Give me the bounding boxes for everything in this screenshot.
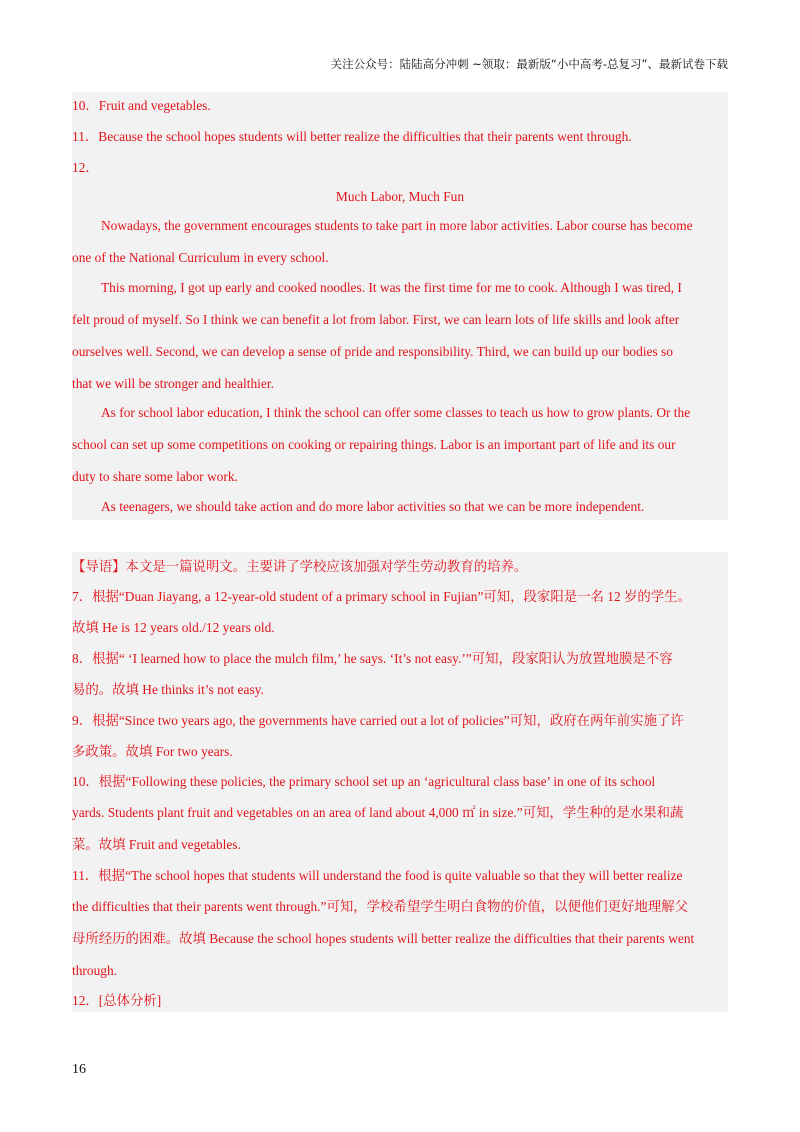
essay-line: As teenagers, we should take action and do more labor activities so that we can be more independent. bbox=[101, 499, 645, 514]
analysis-block bbox=[72, 552, 728, 1012]
essay-line: school can set up some competitions on cooking or repairing things. Labor is an important part of life and its our bbox=[72, 437, 676, 452]
essay-line: duty to share some labor work. bbox=[72, 469, 238, 484]
analysis-line: 多政策。故填 For two years. bbox=[72, 744, 233, 759]
answer-12-label: 12． bbox=[72, 160, 99, 175]
analysis-line: yards. Students plant fruit and vegetables on an area of land about 4,000 ㎡ in size.”可知，学生种的是水果和蔬 bbox=[72, 805, 684, 820]
page-number: 16 bbox=[72, 1062, 86, 1077]
analysis-line: 菜。故填 Fruit and vegetables. bbox=[72, 837, 241, 852]
answer-block bbox=[72, 92, 728, 520]
analysis-line: 11．根据“The school hopes that students will understand the food is quite valuable so that they will better realize bbox=[72, 868, 683, 883]
analysis-line: the difficulties that their parents went through.”可知，学校希望学生明白食物的价值，以便他们更好地理解父 bbox=[72, 899, 689, 914]
essay-line: Nowadays, the government encourages students to take part in more labor activities. Labor course has become bbox=[101, 218, 693, 233]
analysis-line: 易的。故填 He thinks it’s not easy. bbox=[72, 682, 264, 697]
analysis-line: 10．根据“Following these policies, the primary school set up an ‘agricultural class base’ in one of its school bbox=[72, 774, 656, 789]
essay-title: Much Labor, Much Fun bbox=[335, 189, 465, 204]
analysis-line: 12．[总体分析] bbox=[72, 993, 162, 1008]
analysis-line: through. bbox=[72, 963, 118, 978]
analysis-line: 9．根据“Since two years ago, the governments have carried out a lot of policies”可知，政府在两年前实施了许 bbox=[72, 713, 684, 728]
essay-line: felt proud of myself. So I think we can benefit a lot from labor. First, we can learn lots of life skills and look after bbox=[72, 312, 680, 327]
analysis-line: 故填 He is 12 years old./12 years old. bbox=[72, 620, 275, 635]
essay-line: that we will be stronger and healthier. bbox=[72, 376, 274, 391]
answer-10: 10．Fruit and vegetables. bbox=[72, 98, 211, 113]
analysis-line: 母所经历的困难。故填 Because the school hopes students will better realize the difficulties that their parents went bbox=[72, 931, 695, 946]
analysis-line: 7．根据“Duan Jiayang, a 12-year-old student of a primary school in Fujian”可知，段家阳是一名 12 岁的学生。 bbox=[72, 589, 691, 604]
analysis-line: 8．根据“ ‘I learned how to place the mulch film,’ he says. ‘It’s not easy.’”可知，段家阳认为放置地膜是不容 bbox=[72, 651, 673, 666]
essay-line: ourselves well. Second, we can develop a sense of pride and responsibility. Third, we can build up our bodies so bbox=[72, 344, 673, 359]
answer-11: 11．Because the school hopes students will better realize the difficulties that their parents went through. bbox=[72, 129, 632, 144]
essay-line: one of the National Curriculum in every school. bbox=[72, 250, 329, 265]
essay-line: This morning, I got up early and cooked noodles. It was the first time for me to cook. Although I was tired, I bbox=[101, 280, 682, 295]
essay-line: As for school labor education, I think the school can offer some classes to teach us how to grow plants. Or the bbox=[101, 405, 691, 420]
analysis-intro: 【导语】本文是一篇说明文。主要讲了学校应该加强对学生劳动教育的培养。 bbox=[72, 559, 528, 574]
page-header: 关注公众号：陆陆高分冲刺 ~领取：最新版“小中高考-总复习”、最新试卷下载 bbox=[330, 57, 728, 71]
